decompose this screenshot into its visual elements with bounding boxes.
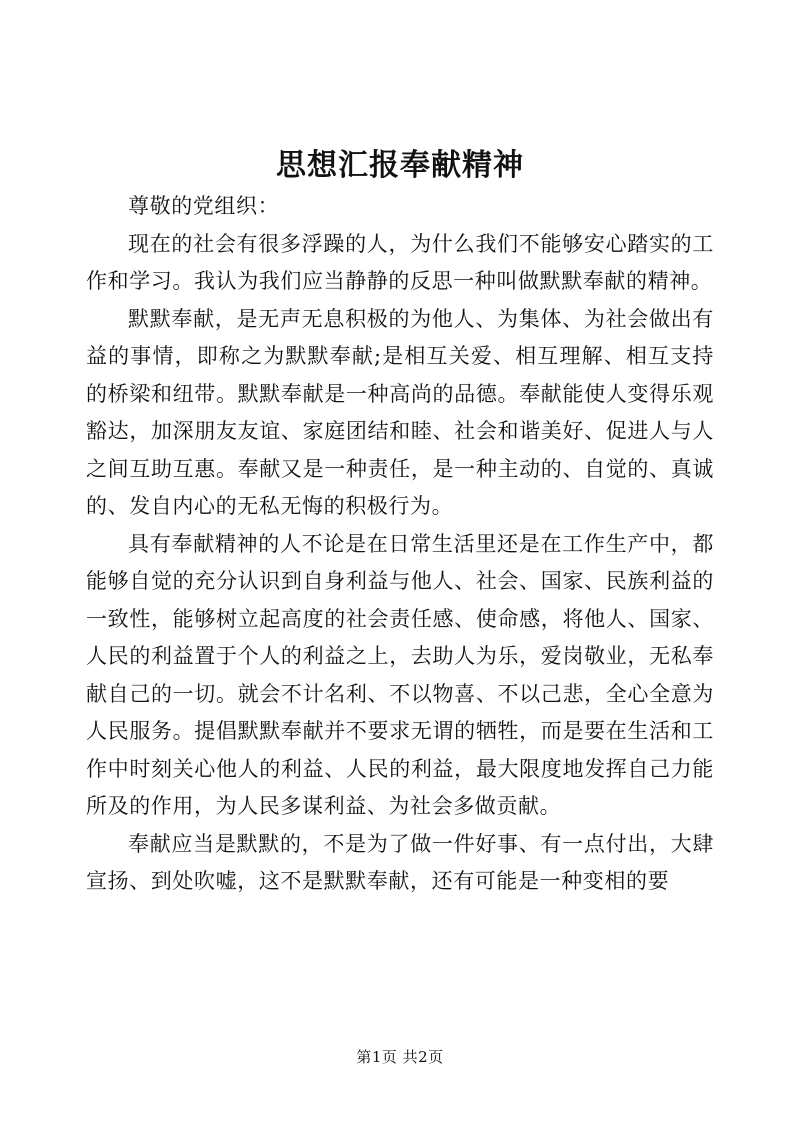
document-title: 思想汇报奉献精神 [276,148,524,183]
document-body [86,188,714,901]
paragraph-1: 现在的社会有很多浮躁的人，为什么我们不能够安心踏实的工作和学习。我认为我们应当静静的反思一种叫做默默奉献的精神。 [86,231,714,293]
page-footer: 第1页 共2页 [356,1048,444,1066]
paragraph-3: 具有奉献精神的人不论是在日常生活里还是在工作生产中，都能够自觉的充分认识到自身利益与他人、社会、国家、民族利益的一致性，能够树立起高度的社会责任感、使命感，将他人、国家、人民的利益置于个人的利益之上，去助人为乐，爱岗敬业，无私奉献自己的一切。就会不计名利、不以物喜、不以己悲，全心全意为人民服务。提倡默默奉献并不要求无谓的牺牲，而是要在生活和工作中时刻关心他人的利益、人民的利益，最大限度地发挥自己力能所及的作用，为人民多谋利益、为社会多做贡献。 [86,531,714,818]
paragraph-4: 奉献应当是默默的，不是为了做一件好事、有一点付出，大肆宣扬、到处吹嘘，这不是默默奉献，还有可能是一种变相的要 [86,831,714,893]
paragraph-2: 默默奉献，是无声无息积极的为他人、为集体、为社会做出有益的事情，即称之为默默奉献;是相互关爱、相互理解、相互支持的桥梁和纽带。默默奉献是一种高尚的品德。奉献能使人变得乐观豁达，加深朋友友谊、家庭团结和睦、社会和谐美好、促进人与人之间互助互惠。奉献又是一种责任，是一种主动的、自觉的、真诚的、发自内心的无私无悔的积极行为。 [86,306,714,518]
salutation: 尊敬的党组织： [128,194,280,218]
